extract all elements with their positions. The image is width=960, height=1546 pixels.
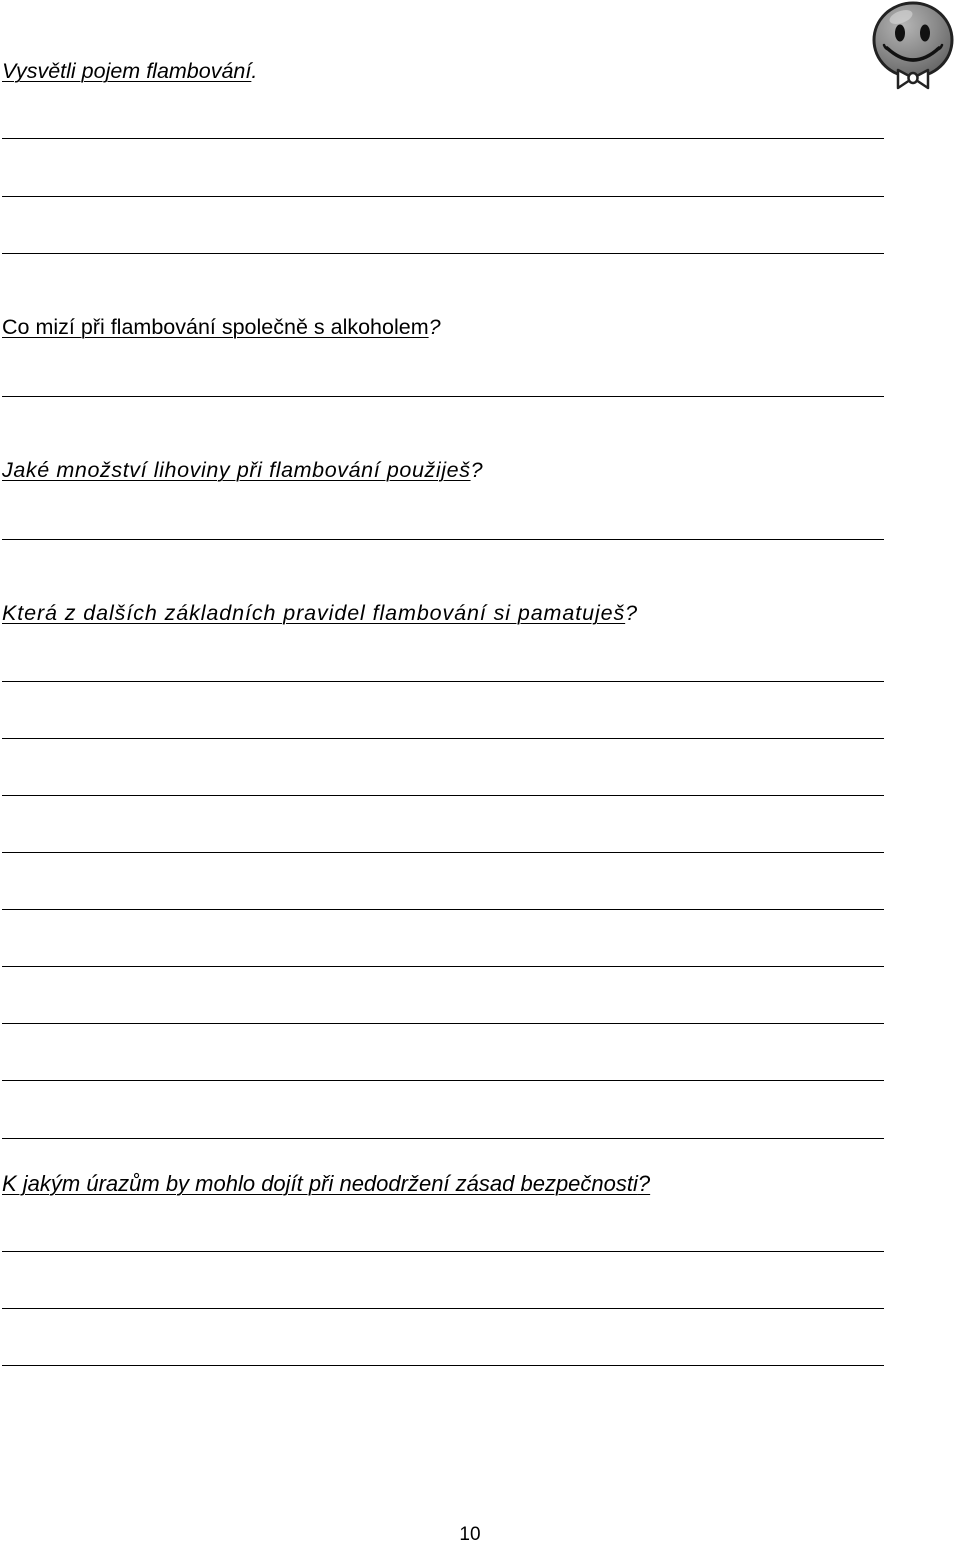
answer-line[interactable] — [2, 1251, 884, 1252]
question-injuries — [2, 1171, 650, 1197]
answer-line[interactable] — [2, 966, 884, 967]
question-text: Co mizí při flambování společně s alkoholem — [2, 315, 429, 339]
question-text: Vysvětli pojem flambování — [2, 59, 252, 83]
answer-line[interactable] — [2, 1138, 884, 1139]
question-punctuation: . — [251, 59, 258, 83]
question-text: K jakým úrazům by mohlo dojít při nedodržení zásad bezpečnosti — [2, 1171, 638, 1196]
answer-line[interactable] — [2, 138, 884, 139]
answer-line[interactable] — [2, 253, 884, 254]
answer-line[interactable] — [2, 196, 884, 197]
question-text: Která z dalších základních pravidel flambování si pamatuješ — [2, 601, 626, 625]
question-basic-rules — [2, 600, 638, 626]
smiley-bowtie-icon — [868, 0, 958, 92]
question-punctuation: ? — [637, 1171, 651, 1196]
answer-line[interactable] — [2, 681, 884, 682]
answer-line[interactable] — [2, 795, 884, 796]
question-text: Jaké množství lihoviny při flambování použiješ — [2, 458, 471, 482]
page-number: 10 — [459, 1524, 481, 1545]
question-flambovani-definition — [2, 58, 257, 84]
answer-line[interactable] — [2, 738, 884, 739]
question-what-disappears — [2, 314, 441, 340]
question-amount-of-spirit — [2, 457, 483, 483]
answer-line[interactable] — [2, 1308, 884, 1309]
answer-line[interactable] — [2, 1080, 884, 1081]
answer-line[interactable] — [2, 396, 884, 397]
question-punctuation: ? — [625, 601, 639, 625]
answer-line[interactable] — [2, 909, 884, 910]
answer-line[interactable] — [2, 539, 884, 540]
question-punctuation: ? — [470, 458, 484, 482]
answer-line[interactable] — [2, 852, 884, 853]
answer-line[interactable] — [2, 1023, 884, 1024]
question-punctuation: ? — [428, 315, 441, 339]
answer-line[interactable] — [2, 1365, 884, 1366]
